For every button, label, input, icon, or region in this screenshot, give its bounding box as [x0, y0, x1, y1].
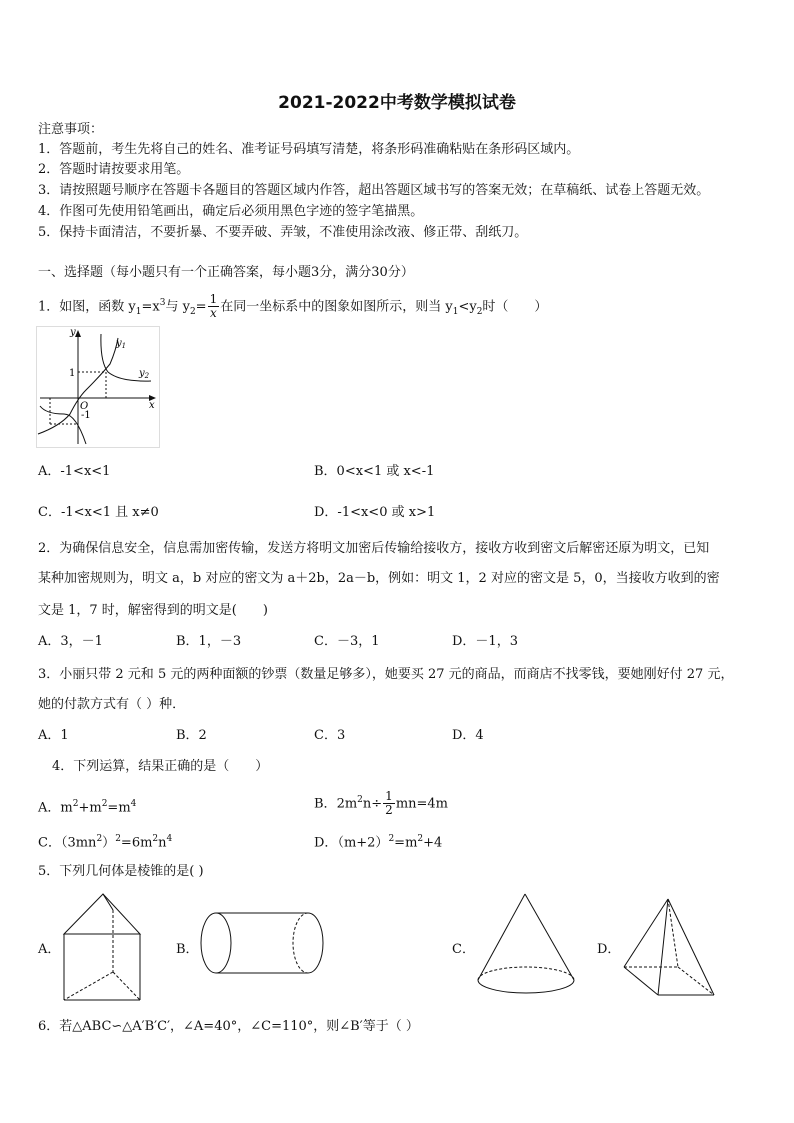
q5-stem: 5．下列几何体是棱锥的是( ) [38, 864, 204, 879]
q3-stem-line-1: 3．小丽只带 2 元和 5 元的两种面额的钞票（数量足够多），她要买 27 元的商品，而商店不找零钱，要她刚好付 27 元， [38, 667, 734, 682]
q4-option-c[interactable]: C．$(3mn^2)^2=6m^2n^4$ [38, 834, 173, 851]
q1-graph-x-label: x [149, 400, 155, 411]
q1-option-c[interactable]: C．-1<x<1 且 x≠0 [38, 505, 159, 520]
q3-option-c[interactable]: C．3 [314, 728, 346, 743]
q2-option-b[interactable]: B．1，－3 [176, 634, 242, 649]
q1-option-d[interactable]: D．-1<x<0 或 x>1 [314, 505, 436, 520]
q2-stem-line-3: 文是 1，7 时，解密得到的明文是( ) [38, 603, 268, 618]
q1-stem: 1．如图，函数 $y_1=x^3$与 $y_2=$ $\frac{1}{x}$ 在同一坐标系中的图象如图所示，则当 $y_1<y_2$时（ ） [38, 292, 548, 321]
notice-item-3: 3．请按照题号顺序在答题卡各题目的答题区域内作答，超出答题区域书写的答案无效；在草稿纸、试卷上答题无效。 [38, 183, 710, 198]
q3-option-a[interactable]: A．1 [38, 728, 69, 743]
q2-option-a[interactable]: A．3，－1 [38, 634, 103, 649]
q4-option-d[interactable]: D．$(m+2)^2=m^2+4$ [314, 834, 443, 851]
notice-item-4: 4．作图可先使用铅笔画出，确定后必须用黑色字迹的签字笔描黑。 [38, 204, 424, 219]
q4-option-a[interactable]: A．$m^2+m^2=m^4$ [38, 799, 137, 816]
q2-option-d[interactable]: D．－1，3 [452, 634, 518, 649]
notice-item-1: 1．答题前，考生先将自己的姓名、准考证号码填写清楚，将条形码准确粘贴在条形码区域内。 [38, 142, 580, 157]
q4-stem: 4．下列运算，结果正确的是（ ） [52, 759, 269, 774]
q1-graph-y-label: y [70, 327, 76, 338]
notice-item-2: 2．答题时请按要求用笔。 [38, 162, 190, 177]
q4-fraction: $\frac{1}{2}$ [385, 789, 393, 818]
q5-option-c-label[interactable]: C． [452, 942, 475, 957]
q1-graph-curve1-label: $y_1$ [116, 338, 127, 350]
q2-stem-line-2: 某种加密规则为，明文 a，b 对应的密文为 a＋2b，2a－b，例如：明文 1，2 对应的密文是 5，0，当接收方收到的密 [38, 571, 720, 586]
q3-option-d[interactable]: D．4 [452, 728, 484, 743]
q3-option-b[interactable]: B．2 [176, 728, 207, 743]
q1-fraction: $\frac{1}{x}$ [209, 292, 218, 321]
q5-prism-figure[interactable] [58, 890, 148, 1004]
q6-stem: 6．若△ABC∽△A′B′C′，∠A=40°，∠C=110°，则∠B′等于（ ） [38, 1019, 419, 1034]
q1-graph-tick-pos: 1 [69, 368, 76, 379]
q2-option-c[interactable]: C．－3，1 [314, 634, 380, 649]
q1-graph-origin: O [80, 401, 89, 412]
q2-stem-line-1: 2．为确保信息安全，信息需加密传输，发送方将明文加密后传输给接收方，接收方收到密文后解密还原为明文，已知 [38, 541, 710, 556]
q5-cone-figure[interactable] [472, 890, 582, 1000]
q1-option-b[interactable]: B．0<x<1 或 x<-1 [314, 464, 435, 479]
q5-option-d-label[interactable]: D． [597, 942, 621, 957]
q5-option-b-label[interactable]: B． [176, 942, 199, 957]
page-title: 2021-2022中考数学模拟试卷 [278, 93, 516, 113]
q5-option-a-label[interactable]: A． [38, 942, 61, 957]
q5-cylinder-figure[interactable] [196, 908, 328, 978]
q5-pyramid-figure[interactable] [618, 893, 722, 1001]
q1-graph-tick-neg: -1 [81, 410, 91, 421]
q1-option-a[interactable]: A．-1<x<1 [38, 464, 111, 479]
notice-heading: 注意事项： [38, 122, 104, 137]
notice-item-5: 5．保持卡面清洁，不要折暴、不要弄破、弄皱，不准使用涂改液、修正带、刮纸刀。 [38, 225, 528, 240]
q4-option-b[interactable]: B．$2m^2n\div$ $\frac{1}{2}$ mn=4m [314, 789, 449, 818]
q1-graph-curve2-label: $y_2$ [139, 368, 150, 380]
q1-function-graph [36, 326, 160, 448]
q3-stem-line-2: 她的付款方式有（ ）种． [38, 697, 186, 712]
section-heading: 一、选择题（每小题只有一个正确答案，每小题3分，满分30分） [38, 265, 414, 280]
